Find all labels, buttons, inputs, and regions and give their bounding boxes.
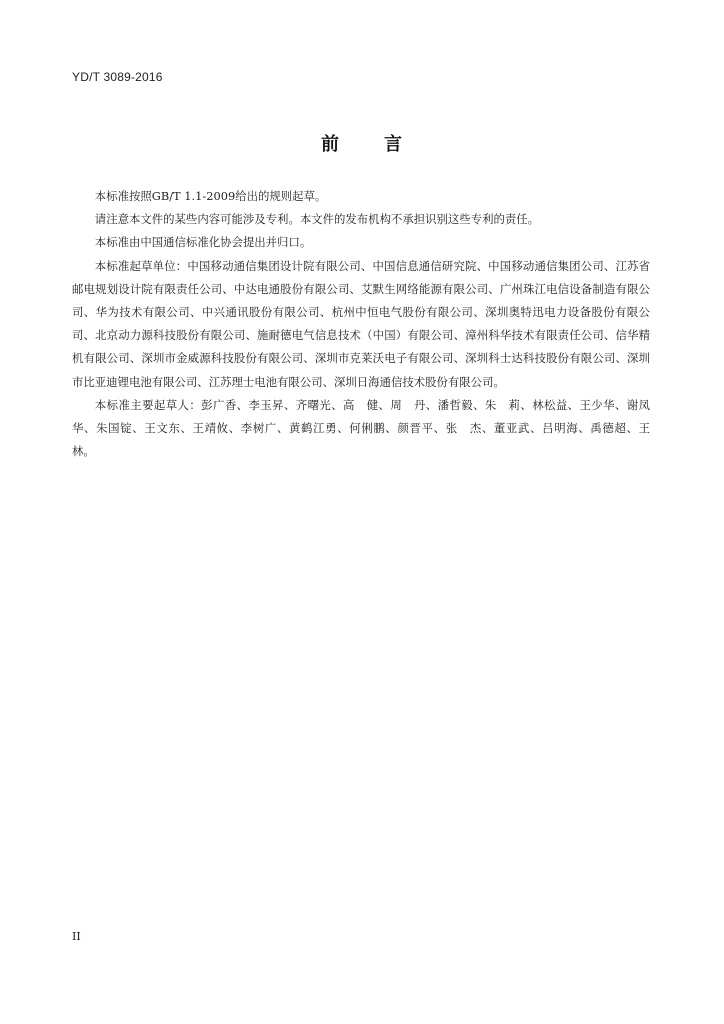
standard-code: YD/T 3089-2016 xyxy=(72,70,163,84)
title-char-1: 前 xyxy=(321,134,340,155)
title-char-2: 言 xyxy=(384,134,403,155)
paragraph-proposer: 本标准由中国通信标准化协会提出并归口。 xyxy=(94,235,312,250)
paragraph-drafters: 本标准主要起草人：彭广香、李玉昇、齐曙光、高 健、周 丹、潘哲毅、朱 莉、林松益、王少华、谢凤华、朱国锭、王文东、王靖攸、李树广、黄鹤江勇、何俐鹏、颜晋平、张 杰、董亚武、吕明海、禹德超、王 林。 xyxy=(72,397,662,459)
preface-body xyxy=(72,185,662,463)
page-title xyxy=(0,130,724,156)
paragraph-drafting-rules: 本标准按照GB/T 1.1-2009给出的规则起草。 xyxy=(94,189,327,203)
paragraph-drafting-units: 本标准起草单位：中国移动通信集团设计院有限公司、中国信息通信研究院、中国移动通信集团公司、江苏省邮电规划设计院有限责任公司、中达电通股份有限公司、艾默生网络能源有限公司、广州珠江电信设备制造有限公司、华为技术有限公司、中兴通讯股份有限公司、杭州中恒电气股份有限公司、深圳奥特迅电力设备股份有限公司、北京动力源科技股份有限公司、施耐德电气信息技术（中国）有限公司、漳州科华技术有限责任公司、信华精机有限公司、深圳市金威源科技股份有限公司、深圳市克莱沃电子有限公司、深圳科士达科技股份有限公司、深圳市比亚迪锂电池有限公司、江苏理士电池有限公司、深圳日海通信技术股份有限公司。 xyxy=(72,258,650,389)
paragraph-patent-notice: 请注意本文件的某些内容可能涉及专利。本文件的发布机构不承担识别这些专利的责任。 xyxy=(94,212,540,227)
page-number: II xyxy=(72,930,81,943)
